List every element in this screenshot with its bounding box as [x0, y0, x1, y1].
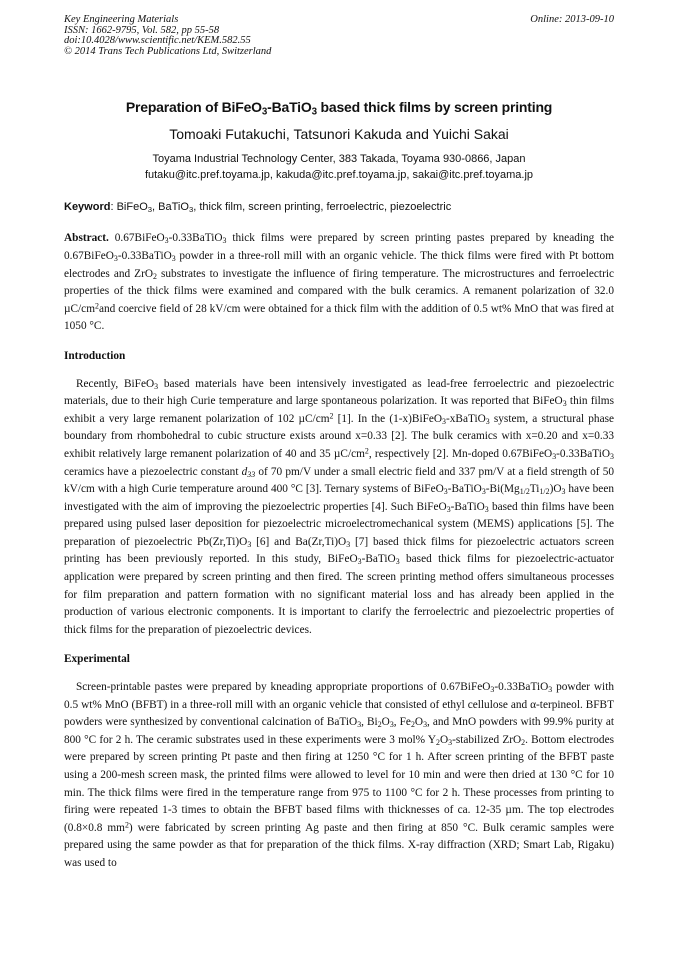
paper-title	[64, 98, 614, 116]
abstract-sub: 3	[171, 253, 176, 263]
abstract-sub: 3	[222, 236, 227, 246]
abstract-paragraph	[64, 230, 614, 336]
body-sub: 2	[436, 737, 440, 747]
body-sub: 3	[561, 487, 566, 497]
abstract-text: -0.33BaTiO	[168, 232, 223, 245]
title-sub: 3	[261, 106, 268, 118]
symbol-d33-sub: 33	[247, 469, 256, 479]
body-text: Ti	[529, 483, 540, 496]
journal-name: Key Engineering Materials	[64, 14, 179, 25]
body-text: -BaTiO	[361, 553, 396, 566]
abstract-text: 0.67BiFeO	[108, 232, 165, 245]
body-sub: 3	[154, 381, 159, 391]
body-text: of 70 pm/V under a small electric field and 337 pm/V at a field strength of 50 kV/cm with a high Curie temperature around 400 °C [3]. Ternary systems of BiFeO	[64, 465, 614, 496]
body-sup: 2	[364, 446, 369, 456]
body-text: -BaTiO	[447, 483, 482, 496]
body-text: based thin films have been prepared using pulsed laser deposition for piezoelectric microelectromechanical system (MEMS) applications [5]. The preparation of piezoelectric Pb(Zr,Ti)O	[64, 500, 614, 548]
body-sub: 3	[442, 416, 446, 426]
abstract-text: and coercive field of 28 kV/cm were obtained for a thick film with the addition of 0.5 wt% MnO that was fired at 1050 °C.	[64, 302, 614, 333]
body-text: thin films exhibit a very large remanent polarization of 102 µC/cm	[64, 395, 614, 425]
body-sub: 2	[377, 720, 382, 730]
title-part: -BaTiO	[267, 99, 312, 116]
body-text: , respectively [2]. Mn-doped 0.67BiFeO	[368, 447, 553, 460]
body-text: have been investigated with the aim of improving the piezoelectric properties [4]. Such BiFeO	[64, 483, 614, 513]
abstract-label: Abstract.	[64, 232, 109, 245]
body-sub: 3	[247, 539, 252, 549]
issn-line: ISSN: 1662-9795, Vol. 582, pp 55-58	[64, 24, 220, 36]
body-sub: 2	[521, 737, 526, 747]
body-text: , and MnO powders with 99.9% purity at 800 °C for 2 h. The ceramic substrates used in these experiments were 3 mol% Y	[64, 716, 614, 746]
keyword-sub: 3	[188, 205, 194, 215]
body-text: [7] based thick films for piezoelectric actuators screen printing has been previously reported. In this study, BiFeO	[64, 535, 614, 566]
body-text: -xBaTiO	[446, 412, 486, 425]
keyword-text: , thick film, screen printing, ferroelectric, piezoelectric	[193, 201, 452, 214]
experimental-paragraph	[64, 679, 614, 873]
journal-header	[64, 15, 614, 57]
author-emails: futaku@itc.pref.toyama.jp, kakuda@itc.pref.toyama.jp, sakai@itc.pref.toyama.jp	[144, 169, 534, 182]
keywords	[64, 200, 614, 215]
body-sub: 3	[346, 539, 351, 549]
abstract-text: -0.33BaTiO	[117, 249, 172, 262]
body-text: -0.33BaTiO	[494, 681, 549, 694]
abstract-sub: 3	[113, 253, 118, 263]
body-sub: 3	[357, 557, 362, 567]
body-text: O	[381, 716, 390, 729]
body-sub: 3	[423, 720, 428, 730]
body-sub: 3	[446, 504, 451, 514]
body-sub: 3	[448, 737, 453, 747]
body-text: ceramics have a piezoelectric constant	[64, 465, 242, 478]
body-text: [1]. In the (1-x)BiFeO	[333, 412, 443, 425]
title-part: based thick films by screen printing	[316, 99, 553, 116]
copyright-line: © 2014 Trans Tech Publications Ltd, Switzerland	[64, 45, 272, 57]
body-text: -0.33BaTiO	[556, 447, 611, 460]
body-text: [6] and Ba(Zr,Ti)O	[251, 535, 347, 548]
online-date: Online: 2013-09-10	[530, 14, 614, 25]
abstract-sup: 2	[94, 301, 99, 311]
abstract-sub: 2	[153, 271, 157, 281]
body-text: O	[439, 733, 449, 746]
keyword-label: Keyword	[64, 201, 111, 214]
affiliation: Toyama Industrial Technology Center, 383 Takada, Toyama 930-0866, Japan	[152, 153, 526, 166]
body-sub: 3	[610, 451, 614, 461]
body-sub: 3	[562, 399, 567, 409]
body-text: -stabilized ZrO	[452, 733, 522, 746]
body-text: Screen-printable pastes were prepared by kneading appropriate proportions of 0.67BiFeO	[76, 681, 491, 694]
body-sub: 3	[552, 451, 557, 461]
body-sup: 2	[329, 411, 334, 421]
body-text: )O	[549, 483, 562, 496]
body-sub: 3	[548, 685, 553, 694]
abstract-text: powder in a three-roll mill with an organic vehicle. The thick films were fired with Pt bottom electrodes and ZrO	[64, 249, 614, 280]
body-sub: 1/2	[519, 487, 530, 497]
abstract-text: substrates to investigate the influence of firing temperature. The microstructures and ferroelectric properties of the thick films were examined and compared with the bulk ceramics. A remanent polarization of 32.0 µC/cm	[64, 267, 614, 315]
body-sup: 2	[124, 820, 129, 830]
body-text: -BaTiO	[450, 500, 485, 513]
body-sub: 2	[410, 720, 415, 730]
body-sub: 3	[490, 685, 495, 694]
keyword-sub: 3	[147, 205, 153, 215]
doi-line: doi:10.4028/www.scientific.net/KEM.582.55	[64, 35, 251, 47]
introduction-paragraph	[64, 376, 614, 640]
abstract-sub: 3	[164, 236, 169, 246]
body-text: , Bi	[361, 716, 378, 729]
introduction-heading: Introduction	[64, 349, 126, 362]
abstract-text: thick films were prepared by screen printing pastes prepared by kneading the 0.67BiFeO	[64, 232, 614, 262]
body-text: system, a structural phase boundary from rhombohedral to cubic structure exists around x=0.33 [2]. The bulk ceramics with x=0.20 and x=0.33 exhibit relatively large remanent polarization of 40 and 35 µC/cm	[64, 412, 614, 460]
body-sub: 3	[481, 487, 486, 497]
body-text: ) were fabricated by screen printing Ag paste and then firing at 850 °C. Bulk ceramic samples were prepared using the same powder as that for preparation of the thick films. X-ray diffraction (XRD; Smart Lab, Rigaku) was used to	[64, 821, 614, 869]
body-text: O	[414, 716, 424, 729]
body-sub: 3	[357, 720, 362, 730]
body-sub: 3	[395, 557, 400, 567]
body-text: -Bi(Mg	[485, 483, 520, 496]
body-text: Recently, BiFeO	[76, 377, 155, 390]
symbol-d33: d	[241, 465, 248, 478]
body-text: based materials have been intensively investigated as lead-free ferroelectric and piezoelectric materials, due to their high Curie temperature and large spontaneous polarization. It was reported that BiFeO	[64, 377, 614, 408]
keyword-text: , BaTiO	[152, 201, 189, 214]
title-part: Preparation of BiFeO	[125, 99, 262, 116]
body-sub: 3	[389, 720, 394, 730]
body-sub: 3	[443, 487, 448, 497]
body-text: , Fe	[393, 716, 411, 729]
body-sub: 3	[484, 504, 489, 514]
body-text: based thick films for piezoelectric-actuator application were prepared by screen printing and then fired. The screen printing method offers simultaneous processes for film preparation and pattern formation with no significant material loss and has already been applied in the production of various electronic components. It is important to clarify the ferroelectric and piezoelectric properties of thick films for the preparation of piezoelectric devices.	[64, 553, 614, 636]
body-sub: 3	[485, 416, 490, 426]
body-sub: 1/2	[539, 487, 550, 497]
experimental-heading: Experimental	[64, 653, 130, 666]
body-text: powder with 0.5 wt% MnO (BFBT) in a three-roll mill with an organic vehicle that consisted of ethyl cellulose and α-terpineol. BFBT powders were synthesized by conventional calcination of BaTiO	[64, 681, 614, 729]
body-text: . Bottom electrodes were prepared by screen printing Pt paste and then firing at 1250 °C for 1 h. After screen printing of the BFBT paste using a 200-mesh screen mask, the printed films were allowed to level for 10 min and were then dried at 130 °C for 10 min. The thick films were fired in the temperature range from 975 to 1100 °C for 2 h. These processes from printing to firing were repeated 1-3 times to obtain the BFBT based films with thicknesses of ca. 12-35 µm. The top electrodes (0.8×0.8 mm	[64, 733, 614, 834]
author-list: Tomoaki Futakuchi, Tatsunori Kakuda and Yuichi Sakai	[169, 126, 509, 143]
title-sub: 3	[311, 106, 317, 118]
keyword-text: : BiFeO	[110, 201, 148, 214]
